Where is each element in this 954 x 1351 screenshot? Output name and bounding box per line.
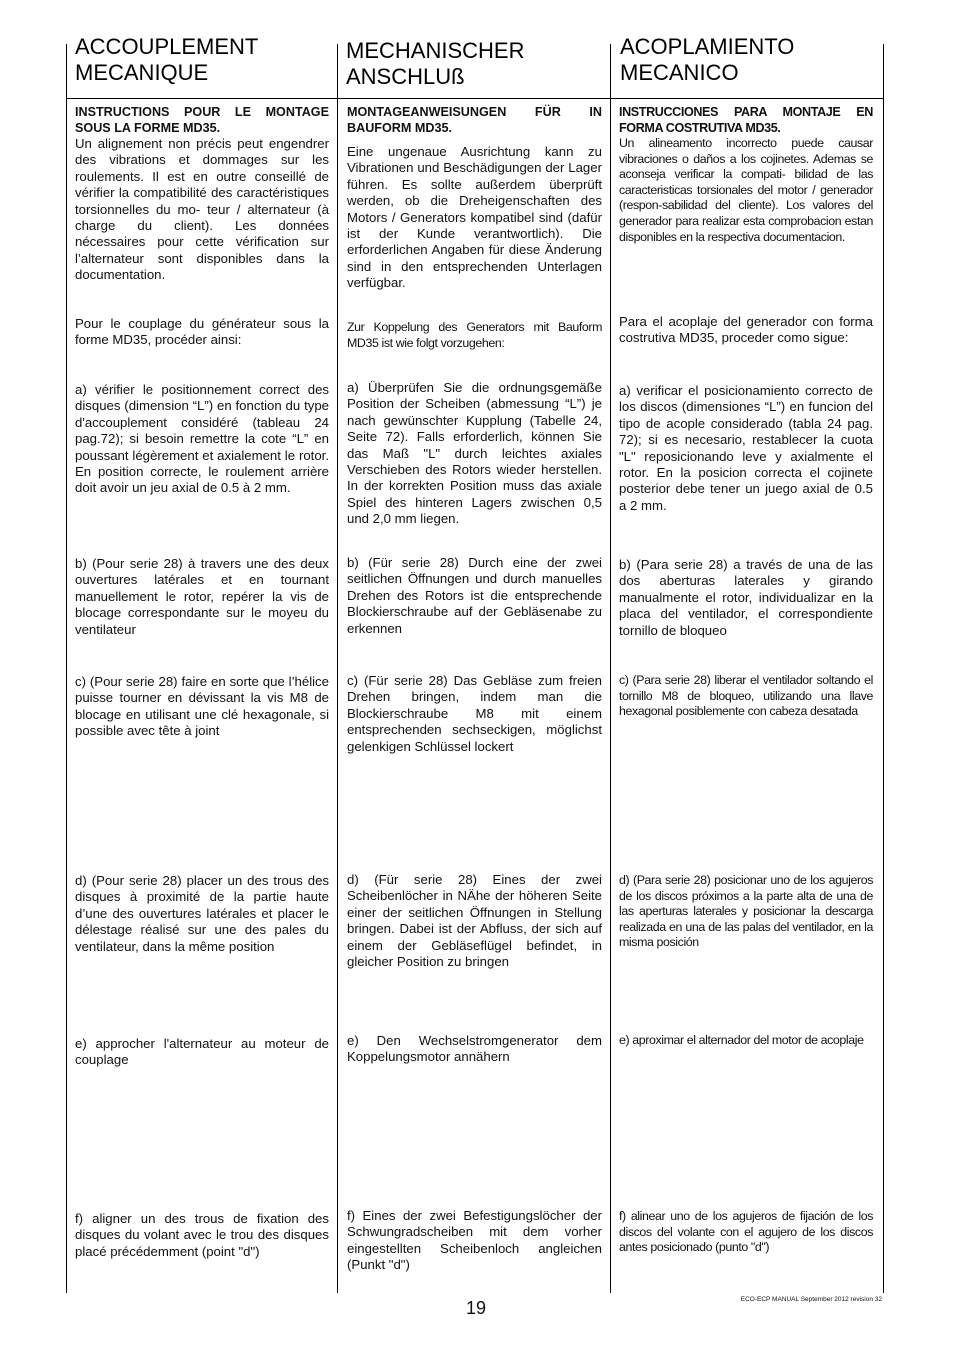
column-divider-2 (610, 44, 611, 1293)
fr-step-f: f) aligner un des trous de fixation des disques du volant avec le trou des disques placé précédemment (point "d") (75, 1211, 329, 1259)
de-intro: Eine ungenaue Ausrichtung kann zu Vibrationen und Beschädigungen der Lager führen. Es sollte außerdem überprüft werden, ob die Dreheigenschaften des Motors / Generators kompatibel sind (dafür ist der Kunde verantwortlich). Die erforderlichen Angaben für diese Änderung sind in den entsprechenden Unterlagen verfügbar. (347, 144, 602, 291)
de-step-c: c) (Für serie 28) Das Gebläse zum freien Drehen bringen, indem man die Blockierschraube M8 mit einem entsprechenden sechseckigen, möglichst gelenkigen Schlüssel lockert (347, 673, 602, 754)
header-fr: ACCOUPLEMENT MECANIQUE (75, 34, 259, 85)
header-rule (66, 98, 884, 99)
fr-coupling: Pour le couplage du générateur sous la forme MD35, procéder ainsi: (75, 316, 329, 348)
fr-step-c: c) (Pour serie 28) faire en sorte que l’hélice puisse tourner en dévissant la vis M8 de blocage en utilisant une clé hexagonale, si possible avec tête à joint (75, 674, 329, 739)
es-instructions (619, 104, 873, 245)
es-step-b: b) (Para serie 28) a través de una de las dos aberturas laterales y girando manualmente el rotor, individualizar en la placa del ventilador, el correspondiente tornillo de bloqueo (619, 557, 873, 638)
fr-step-b: b) (Pour serie 28) à travers une des deux ouvertures latérales et en tournant manuellement le rotor, repérer la vis de blocage correspondante sur le moyeu du ventilateur (75, 556, 329, 637)
de-step-f: f) Eines der zwei Befestigungslöcher der Schwungradscheiben mit dem vorher eingestellten Scheibenloch angleichen (Punkt "d") (347, 1208, 602, 1273)
de-step-a: a) Überprüfen Sie die ordnungsgemäße Position der Scheiben (abmessung “L”) je nach gewünschter Kupplung (Tabelle 24, Seite 72). Falls erforderlich, können Sie das Maß "L" durch leichtes axiales Verschieben des Rotors wieder herstellen. In der korrekten Position muss das axiale Spiel des hinteren Lagers zwischen 0,5 und 2,0 mm liegen. (347, 380, 602, 527)
de-coupling: Zur Koppelung des Generators mit Bauform MD35 ist wie folgt vorzugehen: (347, 320, 602, 350)
header-de: MECHANISCHER ANSCHLUß (346, 38, 525, 89)
column-divider-left (66, 44, 67, 1293)
es-intro: Un alineamento incorrecto puede causar vibraciones o daños a los cojinetes. Ademas se aconseja verificar la compati- bilidad de las caracteristicas torsionales del motor / generador (respon-sabilidad del cliente). Los valores del generador para realizar esta comprobacion estan disponibles en la respectiva documentacion. (619, 136, 873, 244)
de-step-d: d) (Für serie 28) Eines der zwei Scheibenlöcher in NÄhe der höheren Seite einer der seitlichen Öffnungen in Stellung bringen. Dabei ist der Abfluss, der sich auf einem der Gebläseflügel befindet, in gleicher Position zu bringen (347, 872, 602, 970)
es-coupling: Para el acoplaje del generador con forma costrutiva MD35, proceder como sigue: (619, 314, 873, 346)
footer-note: ECO-ECP MANUAL September 2012 revision 32 (740, 1296, 882, 1303)
header-es: ACOPLAMIENTO MECANICO (620, 34, 795, 85)
fr-intro: Un alignement non précis peut engendrer des vibrations et dommages sur les roulements. Il est en outre conseillé de vérifier la compatibilité des caractéristiques torsionnelles du mo- teur / alternateur (à charge du client). Les données nécessaires pour cette vérification sur l’alternateur sont disponibles dans la documentation. (75, 136, 329, 283)
fr-step-a: a) vérifier le positionnement correct des disques (dimension “L”) en fonction du type d'accouplement considéré (tableau 24 pag.72); si besoin remettre la cote “L” en poussant légèrement et axialement le rotor. En position correcte, le roulement arrière doit avoir un jeu axial de 0.5 à 2 mm. (75, 382, 329, 496)
fr-step-d: d) (Pour serie 28) placer un des trous des disques à proximité de la partie haute d’une des ouvertures latérales et placer le délestage réalisé sur une des pales du ventilateur, dans la même position (75, 873, 329, 954)
es-step-a: a) verificar el posicionamiento correcto de los discos (dimensiones “L”) en funcion del tipo de acople considerado (tabla 24 pag. 72); si es necesario, restablecer la cuota "L" reposicionando leve y axialmente el rotor. En la posicion correcta el cojinete posterior debe tener un juego axial de 0.5 a 2 mm. (619, 383, 873, 513)
fr-title: INSTRUCTIONS POUR LE MONTAGE SOUS LA FORME MD35. (75, 105, 329, 135)
fr-step-e: e) approcher l'alternateur au moteur de couplage (75, 1036, 329, 1068)
es-step-e: e) aproximar el alternador del motor de acoplaje (619, 1033, 864, 1047)
column-divider-right (883, 44, 884, 1293)
de-step-e: e) Den Wechselstromgenerator dem Koppelungsmotor annähern (347, 1033, 602, 1065)
de-step-b: b) (Für serie 28) Durch eine der zwei seitlichen Öffnungen und durch manuelles Drehen des Rotors ist die entsprechende Blockierschraube auf der Gebläsenabe zu erkennen (347, 555, 602, 636)
es-step-f: f) alinear uno de los agujeros de fijación de los discos del volante con el agujero de los discos antes posicionado (punto "d") (619, 1209, 873, 1255)
page-number: 19 (466, 1298, 487, 1318)
column-divider-1 (337, 44, 338, 1293)
fr-instructions (75, 104, 329, 284)
de-instructions (347, 104, 602, 292)
de-title: MONTAGEANWEISUNGEN FÜR IN BAUFORM MD35. (347, 105, 602, 135)
es-step-d: d) (Para serie 28) posicionar uno de los agujeros de los discos próximos a la parte alta de una de las aperturas laterales y posicionar la descarga realizada en una de las palas del ventilador, en la misma posición (619, 873, 873, 950)
es-title: INSTRUCCIONES PARA MONTAJE EN FORMA COSTRUTIVA MD35. (619, 105, 873, 135)
es-step-c: c) (Para serie 28) liberar el ventilador soltando el tornillo M8 de bloqueo, utilizando una llave hexagonal posiblemente con cabeza desatada (619, 673, 873, 719)
